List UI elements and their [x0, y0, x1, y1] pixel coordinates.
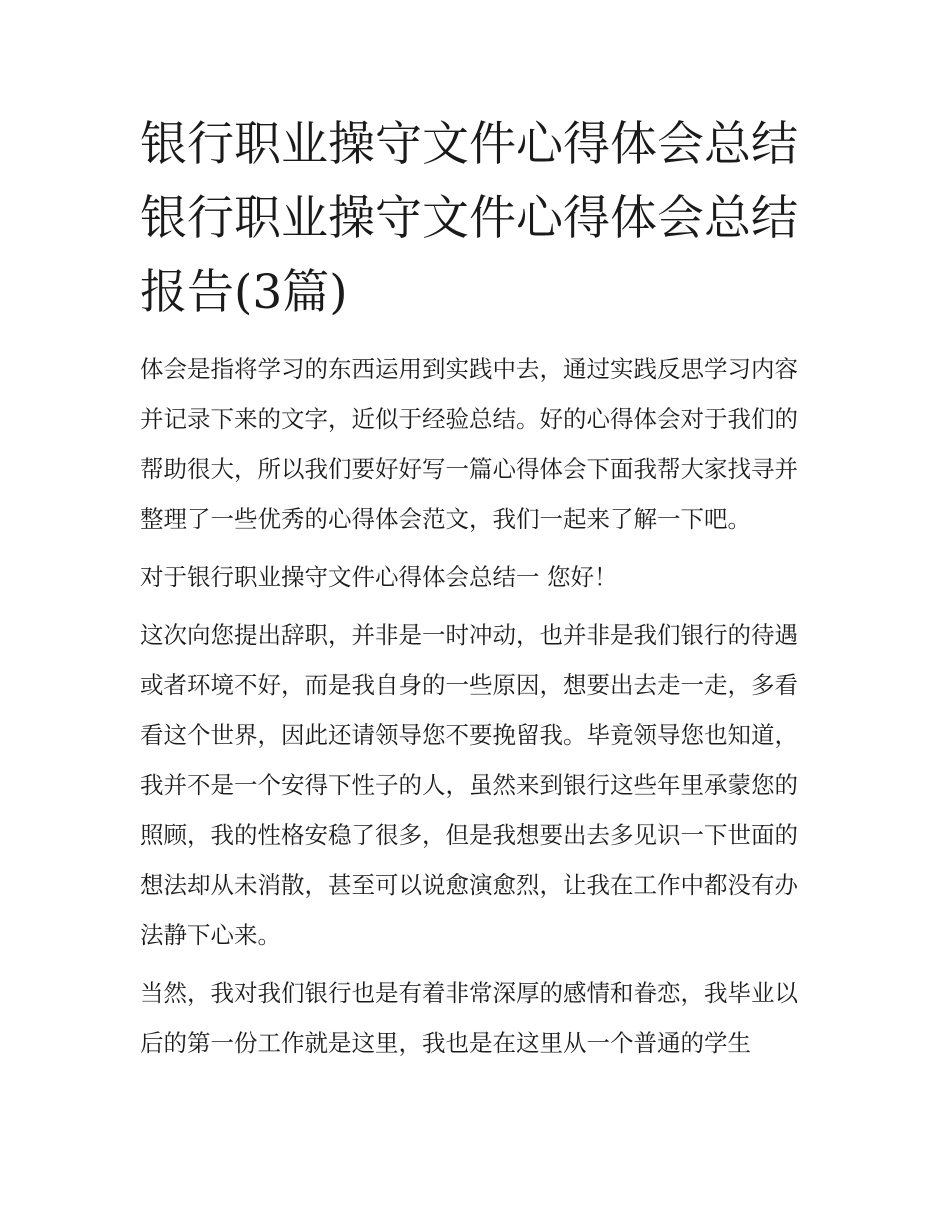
document-body	[140, 344, 812, 1068]
document-title: 银行职业操守文件心得体会总结 银行职业操守文件心得体会总结报告(3篇)	[140, 117, 798, 320]
paragraph-resignation: 这次向您提出辞职，并非是一时冲动，也并非是我们银行的待遇或者环境不好，而是我自身的一些原因，想要出去走一走，多看看这个世界，因此还请领导您不要挽留我。毕竟领导您也知道，我并不是一个安得下性子的人，虽然来到银行这些年里承蒙您的照顾，我的性格安稳了很多，但是我想要出去多见识一下世面的想法却从未消散，甚至可以说愈演愈烈，让我在工作中都没有办法静下心来。	[140, 621, 798, 949]
paragraph-bank-feelings: 当然，我对我们银行也是有着非常深厚的感情和眷恋，我毕业以后的第一份工作就是这里，我也是在这里从一个普通的学生	[140, 979, 798, 1057]
paragraph-intro: 体会是指将学习的东西运用到实践中去，通过实践反思学习内容并记录下来的文字，近似于经验总结。好的心得体会对于我们的帮助很大，所以我们要好好写一篇心得体会下面我帮大家找寻并整理了一些优秀的心得体会范文，我们一起来了解一下吧。	[140, 355, 798, 533]
document-page	[140, 108, 812, 1068]
paragraph-section-heading: 对于银行职业操守文件心得体会总结一 您好！	[140, 563, 618, 591]
